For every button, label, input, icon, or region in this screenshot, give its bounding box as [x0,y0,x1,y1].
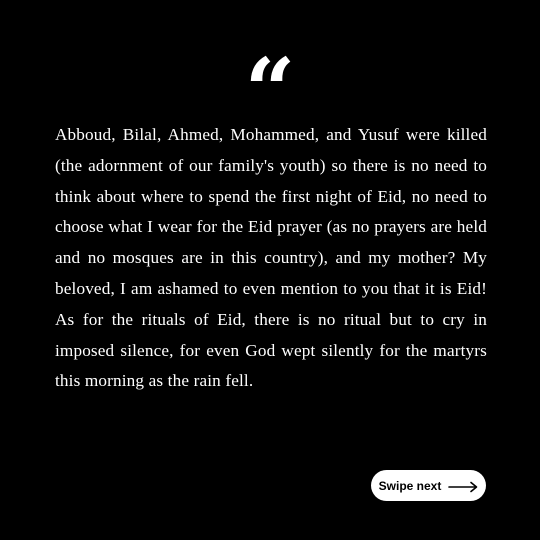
swipe-next-button[interactable] [371,470,486,501]
swipe-next-label: Swipe next [378,478,442,493]
quote-mark-icon: “ [244,38,296,142]
quote-text: Abboud, Bilal, Ahmed, Mohammed, and Yusuf were killed (the adornment of our family's youth) so there is no need to think about where to spend the first night of Eid, no need to choose what I wear for the Eid prayer (as no prayers are held and no mosques are in this country), and my mother? My beloved, I am ashamed to even mention to you that it is Eid! As for the rituals of Eid, there is no ritual but to cry in imposed silence, for even God wept silently for the martyrs this morning as the rain fell. [55,125,487,391]
arrow-right-icon [448,480,478,492]
